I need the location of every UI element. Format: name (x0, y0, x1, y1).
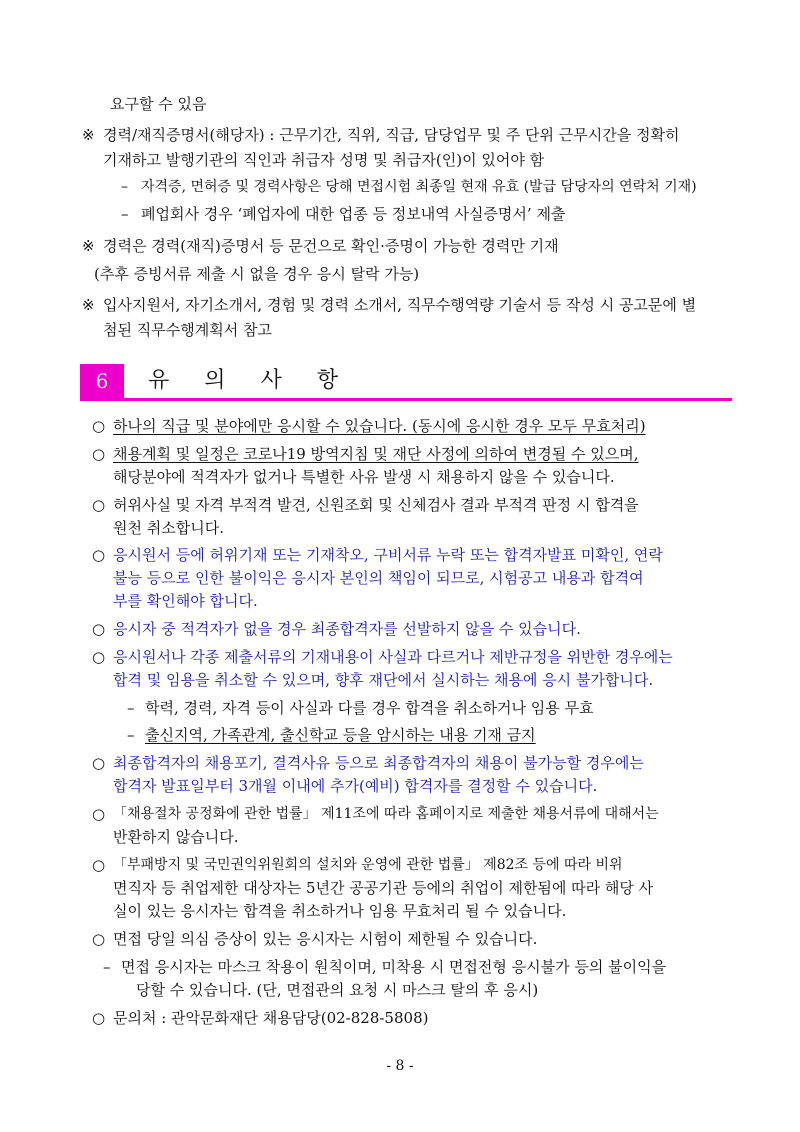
bullet-mark: ○ (92, 856, 106, 874)
bullet-mark: ○ (92, 648, 106, 666)
bullet-mark: ○ (92, 1009, 106, 1027)
dash-mark: – (121, 205, 129, 223)
bullet-mark: ○ (92, 620, 106, 638)
bullet-mark: ○ (92, 754, 106, 772)
bullet-mark: ○ (92, 417, 106, 435)
bullet-mark: ○ (92, 930, 106, 948)
section-title: 유 의 사 항 (148, 368, 352, 393)
bullet-mark: ○ (92, 445, 106, 463)
dash-mark: – (103, 958, 111, 976)
section-number: 6 (80, 364, 124, 398)
reference-mark: ※ (82, 237, 95, 255)
dash-mark: – (127, 726, 135, 744)
dash-mark: – (121, 179, 128, 195)
reference-mark: ※ (82, 296, 95, 314)
section-divider (80, 398, 732, 401)
bullet-mark: ○ (92, 546, 106, 564)
page-number: - 8 - (386, 1058, 414, 1074)
reference-mark: ※ (82, 126, 95, 144)
bullet-mark: ○ (92, 805, 106, 823)
dash-mark: – (127, 699, 135, 717)
bullet-mark: ○ (92, 496, 106, 514)
section-header (80, 360, 720, 400)
